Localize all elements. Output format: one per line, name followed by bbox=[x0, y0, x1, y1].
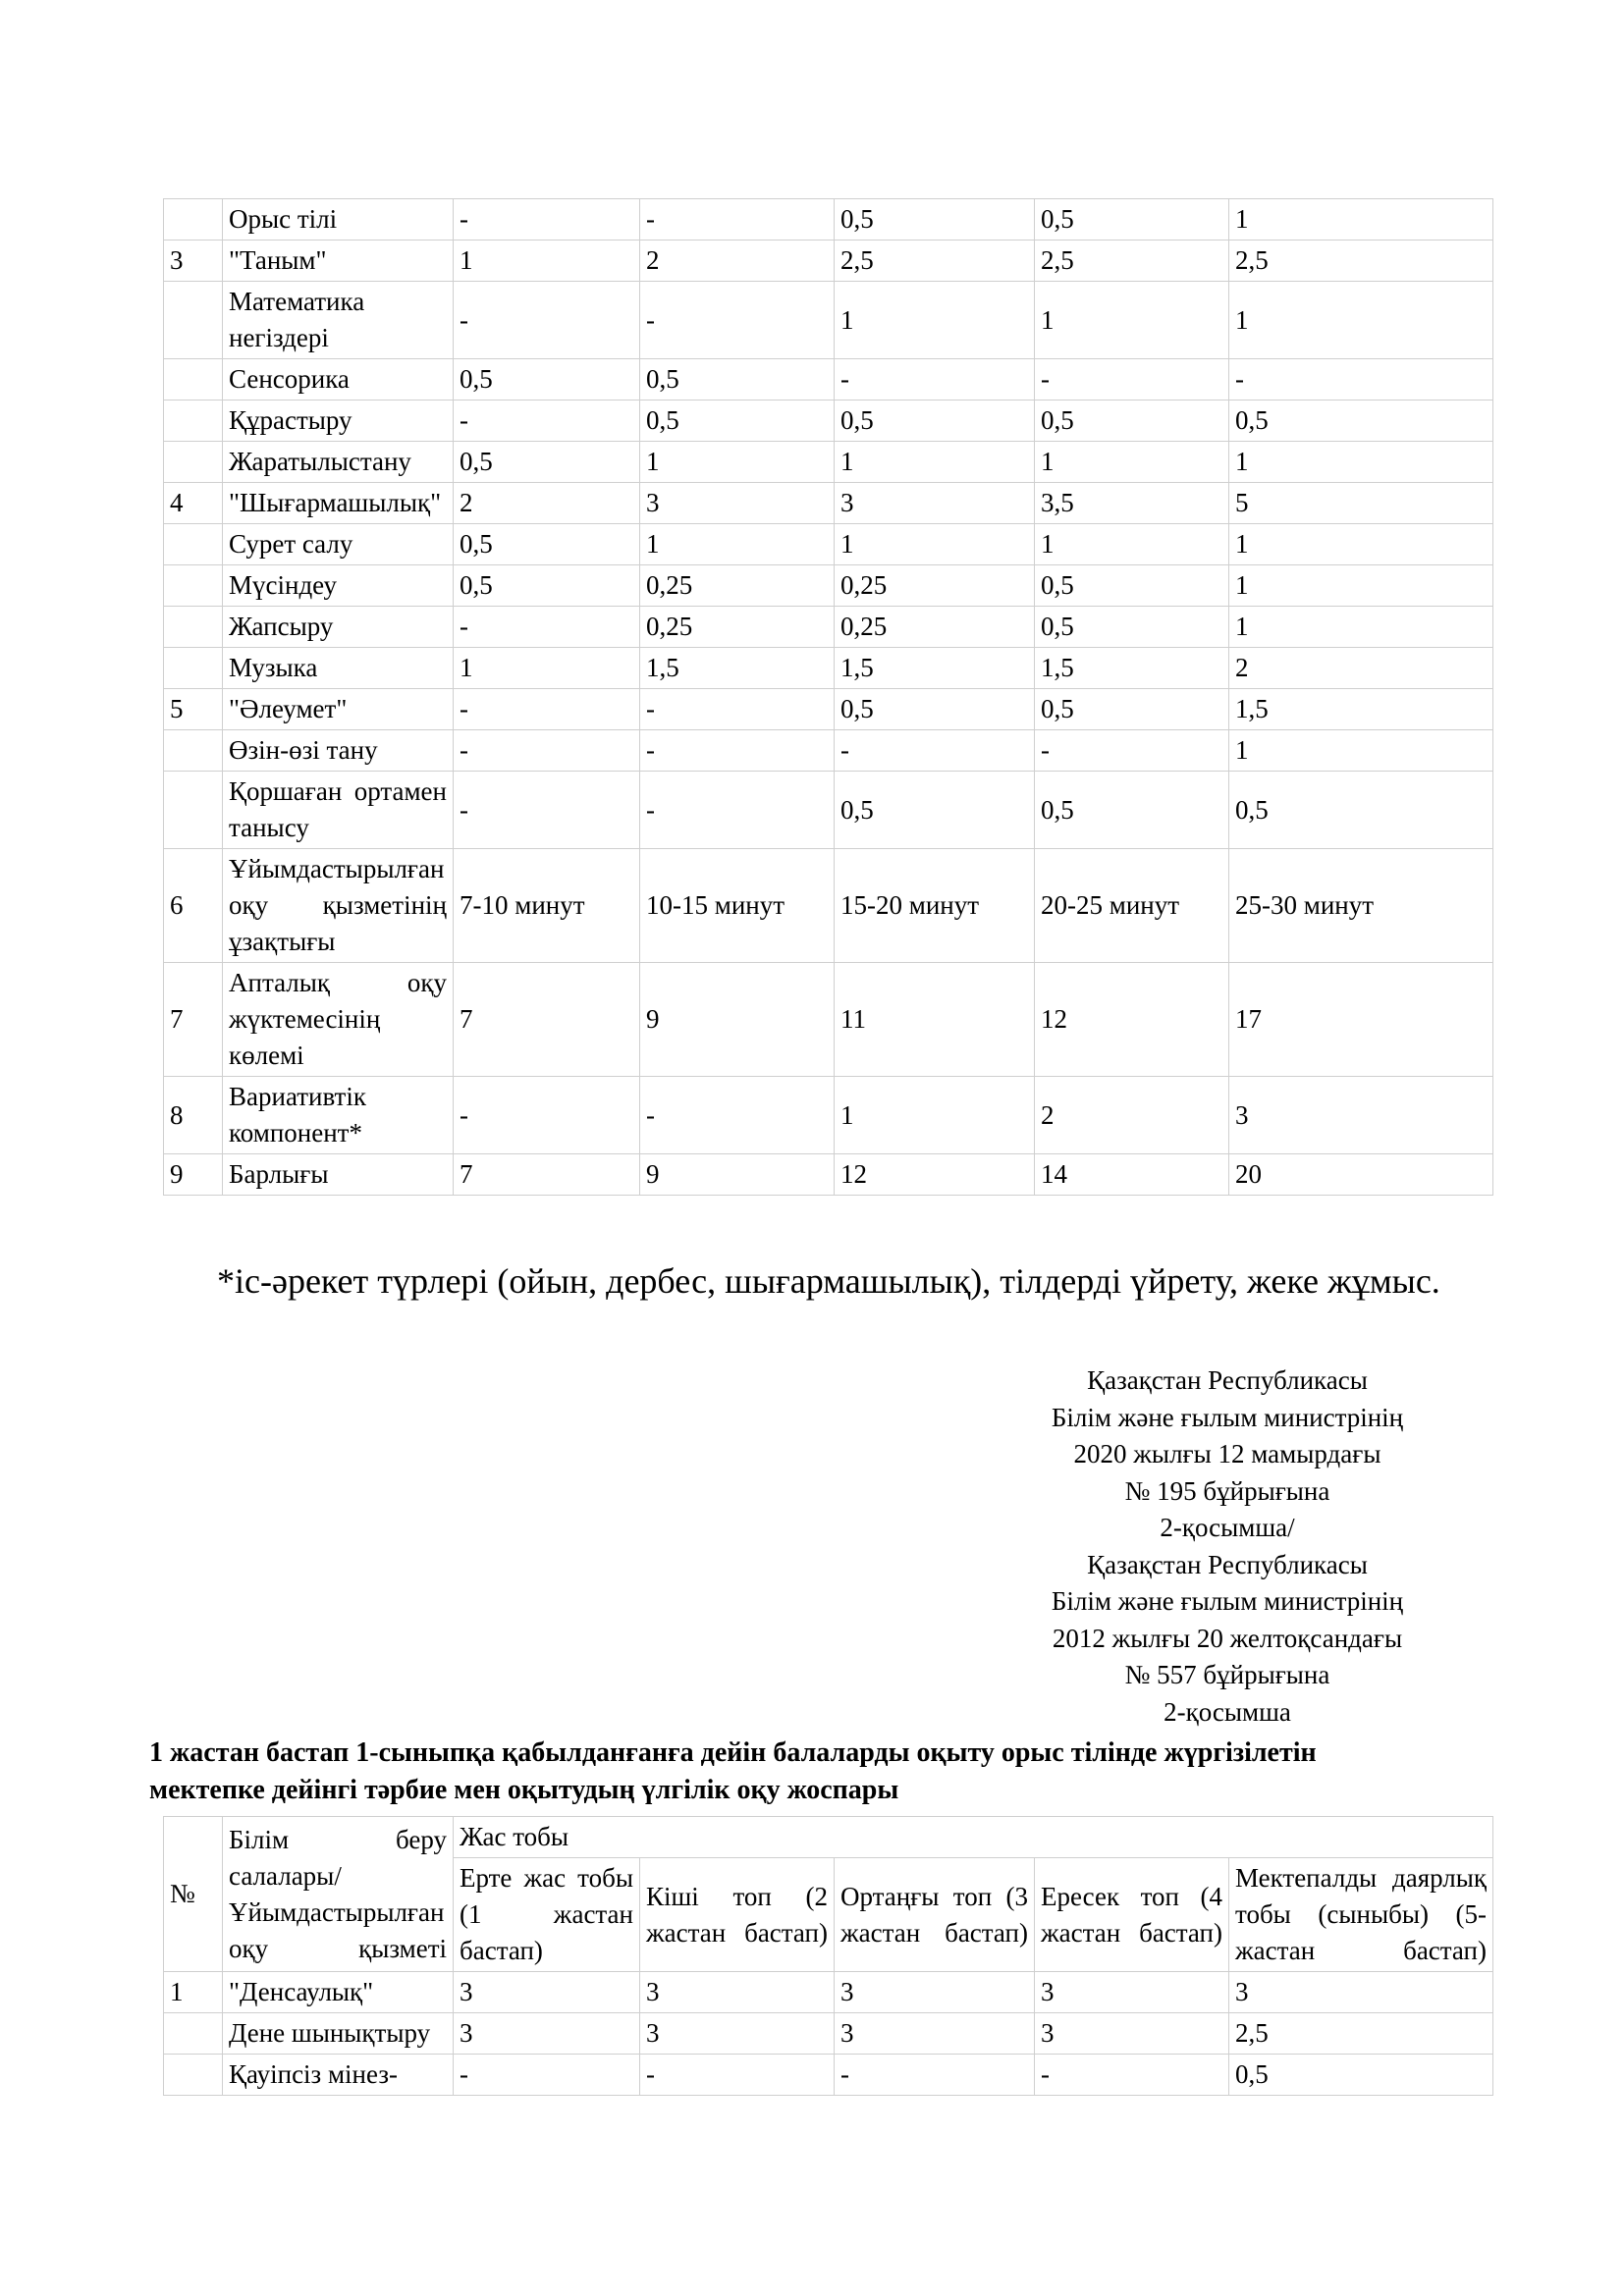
row-number bbox=[164, 772, 223, 849]
row-value: 1 bbox=[640, 524, 835, 565]
table-row bbox=[164, 689, 1493, 730]
row-number: 5 bbox=[164, 689, 223, 730]
row-value: 0,5 bbox=[835, 199, 1035, 240]
row-value: 15-20 минут bbox=[835, 849, 1035, 963]
order-line: № 195 бұйрығына bbox=[1124, 1475, 1330, 1506]
table-row bbox=[164, 963, 1493, 1077]
row-name: Орыс тілі bbox=[223, 199, 454, 240]
row-value: 1,5 bbox=[1035, 648, 1229, 689]
row-name: Математика негіздері bbox=[223, 282, 454, 359]
row-value: - bbox=[835, 359, 1035, 400]
table-row bbox=[164, 772, 1493, 849]
row-number: 1 bbox=[164, 1972, 223, 2013]
row-name: Өзін-өзі тану bbox=[223, 730, 454, 772]
row-value: 0,5 bbox=[454, 442, 640, 483]
row-value: - bbox=[454, 1077, 640, 1154]
table-row bbox=[164, 282, 1493, 359]
row-name: Музыка bbox=[223, 648, 454, 689]
row-name: Вариативтік компонент* bbox=[223, 1077, 454, 1154]
table-row bbox=[164, 524, 1493, 565]
row-value: 3 bbox=[835, 483, 1035, 524]
table-row bbox=[164, 849, 1493, 963]
row-number bbox=[164, 730, 223, 772]
row-value: 3 bbox=[835, 2013, 1035, 2055]
row-value: 1 bbox=[835, 442, 1035, 483]
row-number bbox=[164, 199, 223, 240]
row-value: 2,5 bbox=[835, 240, 1035, 282]
row-number: 4 bbox=[164, 483, 223, 524]
row-value: - bbox=[640, 1077, 835, 1154]
row-value: 3 bbox=[454, 2013, 640, 2055]
row-name: Сурет салу bbox=[223, 524, 454, 565]
row-value: - bbox=[640, 199, 835, 240]
row-value: 1 bbox=[454, 240, 640, 282]
row-value: - bbox=[454, 282, 640, 359]
row-number bbox=[164, 648, 223, 689]
row-value: - bbox=[640, 2055, 835, 2096]
row-value: - bbox=[640, 730, 835, 772]
row-name: Мүсіндеу bbox=[223, 565, 454, 607]
table-row bbox=[164, 442, 1493, 483]
row-number bbox=[164, 400, 223, 442]
row-value: 3 bbox=[1035, 1972, 1229, 2013]
table-row bbox=[164, 1972, 1493, 2013]
row-number bbox=[164, 2013, 223, 2055]
row-value: 0,5 bbox=[835, 689, 1035, 730]
header-age-group: Жас тобы bbox=[454, 1817, 1493, 1858]
row-value: 3 bbox=[1229, 1972, 1493, 2013]
row-value: 0,5 bbox=[1229, 2055, 1493, 2096]
row-number bbox=[164, 565, 223, 607]
row-value: 0,5 bbox=[835, 772, 1035, 849]
row-value: 1 bbox=[835, 524, 1035, 565]
row-value: 0,5 bbox=[1035, 199, 1229, 240]
table-row bbox=[164, 2013, 1493, 2055]
order-line: 2012 жылғы 20 желтоқсандағы bbox=[1052, 1623, 1403, 1653]
plan-title-line: мектепке дейінгі тәрбие мен оқытудың үлгілік оқу жоспары bbox=[149, 1775, 899, 1805]
row-value: 1 bbox=[835, 282, 1035, 359]
row-name: Дене шынықтыру bbox=[223, 2013, 454, 2055]
header-group: Кіші топ (2 жастан бастап) bbox=[640, 1858, 835, 1972]
row-number bbox=[164, 442, 223, 483]
row-number: 6 bbox=[164, 849, 223, 963]
order-line: 2-қосымша/ bbox=[1160, 1513, 1295, 1542]
row-name: Қауіпсіз мінез- bbox=[223, 2055, 454, 2096]
curriculum-table bbox=[163, 1816, 1493, 2096]
header-group: Мектепалды даярлық тобы (сыныбы) (5-жастан бастап) bbox=[1229, 1858, 1493, 1972]
row-value: 0,5 bbox=[1035, 689, 1229, 730]
table-row bbox=[164, 648, 1493, 689]
table-row bbox=[164, 240, 1493, 282]
row-value: 1 bbox=[1229, 730, 1493, 772]
row-value: 10-15 минут bbox=[640, 849, 835, 963]
row-name: Сенсорика bbox=[223, 359, 454, 400]
row-name: Ұйымдастырылған оқу қызметінің ұзақтығы bbox=[223, 849, 454, 963]
row-value: 2,5 bbox=[1035, 240, 1229, 282]
row-value: 1 bbox=[1229, 565, 1493, 607]
table-row bbox=[164, 1154, 1493, 1196]
row-value: 1 bbox=[1229, 282, 1493, 359]
footnote: *іс-әрекет түрлері (ойын, дербес, шығармашылық), тілдерді үйрету, жеке жұмыс. bbox=[217, 1261, 1440, 1301]
order-reference bbox=[982, 1362, 1473, 1731]
row-value: 0,5 bbox=[1035, 400, 1229, 442]
row-value: 0,5 bbox=[1035, 607, 1229, 648]
row-value: 1 bbox=[1229, 199, 1493, 240]
row-name: "Әлеумет" bbox=[223, 689, 454, 730]
row-value: - bbox=[454, 772, 640, 849]
row-name: "Шығармашылық" bbox=[223, 483, 454, 524]
row-value: 1 bbox=[1229, 607, 1493, 648]
order-line: № 557 бұйрығына bbox=[1124, 1660, 1330, 1689]
row-value: 0,5 bbox=[454, 524, 640, 565]
row-name: Қоршаған ортамен танысу bbox=[223, 772, 454, 849]
row-value: 2 bbox=[1229, 648, 1493, 689]
row-value: - bbox=[640, 772, 835, 849]
table-row bbox=[164, 2055, 1493, 2096]
row-value: 7-10 минут bbox=[454, 849, 640, 963]
table-row bbox=[164, 483, 1493, 524]
row-value: 2 bbox=[640, 240, 835, 282]
row-value: 1 bbox=[640, 442, 835, 483]
row-value: 25-30 минут bbox=[1229, 849, 1493, 963]
row-number bbox=[164, 282, 223, 359]
table-row bbox=[164, 1077, 1493, 1154]
row-value: 0,5 bbox=[640, 359, 835, 400]
row-value: 9 bbox=[640, 963, 835, 1077]
row-value: 20-25 минут bbox=[1035, 849, 1229, 963]
table-row bbox=[164, 359, 1493, 400]
row-name: Апталық оқу жүктемесінің көлемі bbox=[223, 963, 454, 1077]
row-value: 0,5 bbox=[1229, 400, 1493, 442]
header-group: Ерте жас тобы (1 жастан бастап) bbox=[454, 1858, 640, 1972]
row-number: 3 bbox=[164, 240, 223, 282]
row-name: Жаратылыстану bbox=[223, 442, 454, 483]
table-row bbox=[164, 400, 1493, 442]
row-value: 1,5 bbox=[1229, 689, 1493, 730]
row-name: Барлығы bbox=[223, 1154, 454, 1196]
row-value: 1 bbox=[1229, 442, 1493, 483]
row-name: "Таным" bbox=[223, 240, 454, 282]
header-area: Білім беру салалары/ Ұйымдастырылған оқу қызметі bbox=[223, 1817, 454, 1972]
row-number bbox=[164, 524, 223, 565]
row-value: - bbox=[640, 689, 835, 730]
row-value: - bbox=[1035, 2055, 1229, 2096]
row-name: Құрастыру bbox=[223, 400, 454, 442]
row-value: 20 bbox=[1229, 1154, 1493, 1196]
row-name: "Денсаулық" bbox=[223, 1972, 454, 2013]
row-value: 0,5 bbox=[454, 359, 640, 400]
header-group: Ортаңғы топ (3 жастан бастап) bbox=[835, 1858, 1035, 1972]
row-value: 3 bbox=[454, 1972, 640, 2013]
row-value: 0,25 bbox=[835, 607, 1035, 648]
row-value: 9 bbox=[640, 1154, 835, 1196]
table-row bbox=[164, 199, 1493, 240]
row-value: 17 bbox=[1229, 963, 1493, 1077]
row-value: - bbox=[1035, 359, 1229, 400]
row-value: 3 bbox=[640, 483, 835, 524]
row-value: 1,5 bbox=[835, 648, 1035, 689]
row-value: 2,5 bbox=[1229, 240, 1493, 282]
plan-title bbox=[149, 1735, 1504, 1809]
table-row bbox=[164, 730, 1493, 772]
row-value: 0,5 bbox=[1035, 565, 1229, 607]
row-value: - bbox=[454, 199, 640, 240]
row-number: 9 bbox=[164, 1154, 223, 1196]
row-value: 1 bbox=[1035, 282, 1229, 359]
table-header-row bbox=[164, 1817, 1493, 1858]
row-value: 3 bbox=[640, 2013, 835, 2055]
row-value: 14 bbox=[1035, 1154, 1229, 1196]
plan-title-line: 1 жастан бастап 1-сыныпқа қабылданғанға дейін балаларды оқыту орыс тілінде жүргізілетін bbox=[149, 1737, 1317, 1768]
row-value: 2 bbox=[454, 483, 640, 524]
row-value: - bbox=[454, 689, 640, 730]
row-value: 0,5 bbox=[640, 400, 835, 442]
row-number bbox=[164, 607, 223, 648]
row-value: 0,25 bbox=[640, 607, 835, 648]
row-value: 0,5 bbox=[1035, 772, 1229, 849]
row-value: - bbox=[454, 2055, 640, 2096]
row-value: 0,5 bbox=[1229, 772, 1493, 849]
row-value: - bbox=[835, 2055, 1035, 2096]
row-value: - bbox=[454, 730, 640, 772]
row-value: 3,5 bbox=[1035, 483, 1229, 524]
row-value: 12 bbox=[1035, 963, 1229, 1077]
curriculum-table-continued bbox=[163, 198, 1493, 1196]
row-value: 5 bbox=[1229, 483, 1493, 524]
order-line: 2020 жылғы 12 мамырдағы bbox=[1073, 1439, 1381, 1468]
row-value: 0,5 bbox=[454, 565, 640, 607]
row-value: 1 bbox=[835, 1077, 1035, 1154]
row-value: - bbox=[835, 730, 1035, 772]
row-value: 0,5 bbox=[835, 400, 1035, 442]
row-value: 3 bbox=[1229, 1077, 1493, 1154]
row-number bbox=[164, 2055, 223, 2096]
row-value: 7 bbox=[454, 963, 640, 1077]
row-value: 7 bbox=[454, 1154, 640, 1196]
row-value: 3 bbox=[1035, 2013, 1229, 2055]
row-value: 11 bbox=[835, 963, 1035, 1077]
table-row bbox=[164, 565, 1493, 607]
row-value: 12 bbox=[835, 1154, 1035, 1196]
row-value: 1 bbox=[1035, 442, 1229, 483]
row-value: - bbox=[640, 282, 835, 359]
row-value: 0,25 bbox=[835, 565, 1035, 607]
order-line: Білім және ғылым министрінің bbox=[1051, 1586, 1404, 1616]
row-value: 2,5 bbox=[1229, 2013, 1493, 2055]
row-value: 2 bbox=[1035, 1077, 1229, 1154]
header-group: Ересек топ (4 жастан бастап) bbox=[1035, 1858, 1229, 1972]
order-line: 2-қосымша bbox=[1164, 1696, 1291, 1727]
order-line: Қазақстан Республикасы bbox=[1087, 1365, 1368, 1395]
header-num: № bbox=[164, 1817, 223, 1972]
row-value: 3 bbox=[640, 1972, 835, 2013]
row-value: - bbox=[1229, 359, 1493, 400]
row-name: Жапсыру bbox=[223, 607, 454, 648]
row-value: 1 bbox=[454, 648, 640, 689]
row-value: 1 bbox=[1229, 524, 1493, 565]
row-value: 1 bbox=[1035, 524, 1229, 565]
row-value: 0,25 bbox=[640, 565, 835, 607]
order-line: Қазақстан Республикасы bbox=[1087, 1549, 1368, 1579]
row-number: 7 bbox=[164, 963, 223, 1077]
row-value: - bbox=[454, 607, 640, 648]
row-value: 1,5 bbox=[640, 648, 835, 689]
row-value: - bbox=[454, 400, 640, 442]
row-value: 3 bbox=[835, 1972, 1035, 2013]
order-line: Білім және ғылым министрінің bbox=[1051, 1402, 1404, 1432]
row-number: 8 bbox=[164, 1077, 223, 1154]
row-number bbox=[164, 359, 223, 400]
table-row bbox=[164, 607, 1493, 648]
row-value: - bbox=[1035, 730, 1229, 772]
